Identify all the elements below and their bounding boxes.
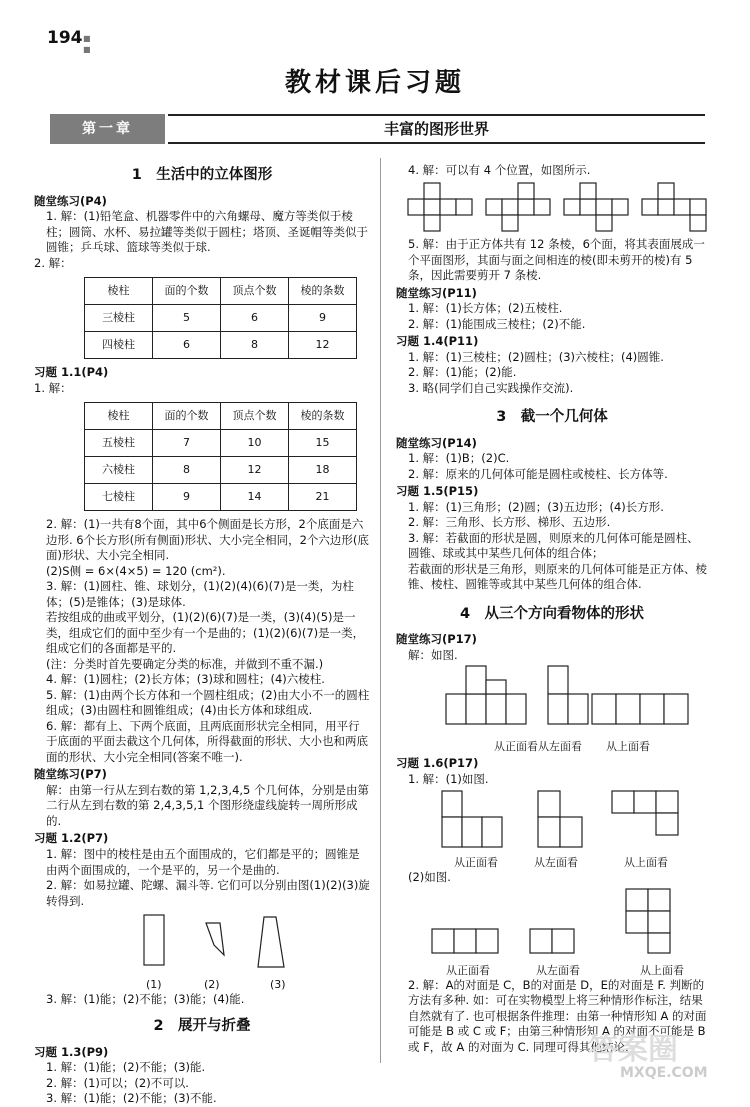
chapter-title: 丰富的图形世界	[383, 120, 489, 138]
three-views-figure-1	[396, 664, 708, 736]
left-view	[538, 791, 582, 847]
s1-exercise-5: 5. 解：(1)由两个长方体和一个圆柱组成；(2)由大小不一的圆柱组成；(3)由圆柱和圆锥组成；(4)由长方体和球组成.	[46, 687, 370, 718]
cube-net	[486, 183, 550, 231]
cube-net	[642, 183, 706, 231]
r-exercise-1: 1. 解：(1)三棱柱；(2)圆柱；(3)六棱柱；(4)圆锥.	[408, 349, 664, 364]
table-row	[85, 457, 357, 484]
s1-practice-heading: 随堂练习(P4)	[34, 193, 107, 208]
view-captions-3	[396, 964, 708, 978]
r-exercise-2: 2. 解：(1)能；(2)能.	[408, 365, 517, 380]
s1-ex2-answer-2: 2. 解：如易拉罐、陀螺、漏斗等. 它们可以分别由图(1)(2)(3)旋转得到.	[46, 878, 370, 908]
table-cell: 6	[221, 305, 289, 332]
view-caption: 从正面看	[494, 740, 538, 754]
table-cell: 9	[289, 305, 357, 332]
r-answer-5: 5. 解：由于正方体共有 12 条棱，6个面，将其表面展成一个平面图形，其面与面之间相连的棱(即未剪开的棱)有 5 条，因此需要剪开 7 条棱.	[408, 237, 705, 283]
s3-practice-heading: 随堂练习(P14)	[396, 435, 477, 450]
rotation-figures	[34, 909, 370, 979]
r-exercise-3: 3. 略(同学们自己实践操作交流).	[408, 380, 574, 395]
table-cell: 6	[153, 332, 221, 359]
s3-exercise-3b: 若截面的形状是三角形，则原来的几何体可能是正方体、棱锥、棱柱、圆锥等或其中某些几何体的组合体.	[408, 561, 707, 592]
s1-ex2-answer-1: 1. 解：图中的棱柱是由五个面围成的，它们都是平的；圆锥是由两个面围成的，一个是平的，另一个是曲的.	[46, 847, 360, 877]
figure-captions	[34, 978, 370, 992]
cube-nets	[396, 179, 708, 233]
view-caption: 从左面看	[534, 855, 578, 869]
triangle-figure	[258, 917, 284, 967]
top-view	[626, 889, 670, 953]
s1-practice2-answer: 解：由第一行从左到右数的第 1,2,3,4,5 个几何体，分别是由第二行从左到右数的第 2,4,3,5,1 个图形绕虚线旋转一周所形成的.	[46, 782, 370, 828]
table-cell: 9	[153, 484, 221, 511]
table-cell: 六棱柱	[85, 457, 153, 484]
watermark-logo: 答案圈	[588, 1032, 678, 1067]
table-header: 棱的条数	[289, 403, 357, 430]
table-cell: 四棱柱	[85, 332, 153, 359]
table-header: 面的个数	[153, 278, 221, 305]
s4-exercise-heading: 习题 1.6(P17)	[396, 756, 479, 771]
s1-exercise2-heading: 习题 1.2(P7)	[34, 831, 109, 846]
front-view	[442, 791, 502, 847]
left-view	[530, 929, 574, 953]
table-cell: 10	[221, 430, 289, 457]
s3-exercise-2: 2. 解：三角形、长方形、梯形、五边形.	[408, 515, 611, 530]
prism-table-2	[84, 402, 357, 511]
s3-exercise-1: 1. 解：(1)三角形；(2)圆；(3)五边形；(4)长方形.	[408, 499, 664, 514]
table-row	[85, 430, 357, 457]
s3-practice-1: 1. 解：(1)B；(2)C.	[408, 451, 510, 466]
watermark-url: MXQE.COM	[620, 1065, 708, 1081]
s1-answer-1: 1. 解：(1)铅笔盒、机器零件中的六角螺母、魔方等类似于棱柱；圆筒、水杯、易拉罐等类似于圆柱；塔顶、圣诞帽等类似于圆锥；乒乓球、篮球等类似于球.	[46, 209, 368, 255]
figure-caption: (3)	[270, 977, 286, 991]
prism-table-1	[84, 277, 357, 359]
table-header: 面的个数	[153, 403, 221, 430]
table-header: 棱柱	[85, 403, 153, 430]
three-views-figure-2	[396, 787, 708, 851]
s1-exercise-2b: (2)S侧 = 6×(4×5) = 120 (cm²).	[46, 563, 226, 578]
r-answer-4: 4. 解：可以有 4 个位置，如图所示.	[408, 163, 591, 177]
section-2-title: 2 展开与折叠	[153, 1018, 251, 1035]
table-row	[85, 484, 357, 511]
s2-answer-2: 2. 解：(1)可以；(2)不可以.	[46, 1075, 189, 1090]
s2-answer-1: 1. 解：(1)能；(2)不能；(3)能.	[46, 1060, 206, 1075]
table-cell: 18	[289, 457, 357, 484]
table-cell: 12	[221, 457, 289, 484]
s2-exercise-heading: 习题 1.3(P9)	[34, 1044, 109, 1059]
table-cell: 21	[289, 484, 357, 511]
section-3-title: 3 截一个几何体	[496, 409, 608, 426]
s1-ex2-answer-3: 3. 解：(1)能；(2)不能；(3)能；(4)能.	[46, 991, 245, 1006]
page-title: 教材课后习题	[284, 68, 465, 98]
view-caption: 从正面看	[454, 855, 498, 869]
table-cell: 12	[289, 332, 357, 359]
s4-practice-answer: 解：如图.	[408, 647, 458, 662]
table-row	[85, 332, 357, 359]
left-column	[34, 160, 370, 1107]
view-caption: 从左面看	[536, 963, 580, 977]
table-cell: 8	[153, 457, 221, 484]
s4-exercise-1b: (2)如图.	[408, 869, 451, 884]
table-header-row	[85, 278, 357, 305]
view-caption: 从上面看	[606, 740, 650, 754]
s1-exercise-4: 4. 解：(1)圆柱；(2)长方体；(3)球和圆柱；(4)六棱柱.	[46, 672, 325, 687]
three-views-figure-3	[396, 885, 708, 959]
left-view	[548, 666, 588, 724]
chapter-banner	[50, 114, 705, 144]
view-captions-1	[396, 740, 708, 754]
front-view	[446, 666, 526, 724]
table-header: 棱的条数	[289, 278, 357, 305]
cube-net	[564, 183, 628, 231]
rectangle-figure	[144, 915, 164, 965]
table-header: 顶点个数	[221, 278, 289, 305]
table-header-row	[85, 403, 357, 430]
figure-caption: (1)	[146, 977, 162, 991]
figure-caption: (2)	[204, 977, 220, 991]
table-cell: 7	[153, 430, 221, 457]
section-4-title: 4 从三个方向看物体的形状	[459, 605, 645, 622]
s4-practice-heading: 随堂练习(P17)	[396, 632, 477, 647]
view-caption: 从左面看	[538, 740, 582, 754]
view-caption: 从正面看	[446, 963, 490, 977]
front-view	[432, 929, 498, 953]
s1-exercise-3b: 若按组成的曲或平划分，(1)(2)(6)(7)是一类，(3)(4)(5)是一类，组成它们的面中至少有一个是曲的；(1)(2)(6)(7)是一类，组成它们的各面都是平的.	[46, 610, 365, 656]
r-practice-1: 1. 解：(1)长方体；(2)五棱柱.	[408, 301, 563, 316]
table-cell: 15	[289, 430, 357, 457]
s3-exercise-heading: 习题 1.5(P15)	[396, 484, 479, 499]
view-caption: 从上面看	[640, 963, 684, 977]
r-exercise-heading: 习题 1.4(P11)	[396, 334, 479, 349]
table-header: 顶点个数	[221, 403, 289, 430]
table-header: 棱柱	[85, 278, 153, 305]
s1-exercise-6: 6. 解：都有上、下两个底面，且两底面形状完全相同，用平行于底面的平面去截这个几何体，所得截面的形状、大小也和两底面的形状、大小完全相同(答案不唯一).	[46, 718, 368, 764]
table-cell: 14	[221, 484, 289, 511]
page-number: 194	[47, 28, 83, 48]
s1-exercise-3: 3. 解：(1)圆柱、锥、球划分，(1)(2)(4)(6)(7)是一类，为柱体；(5)是锥体；(3)是球体.	[46, 579, 354, 609]
s1-exercise-1: 1. 解：	[34, 380, 72, 395]
view-caption: 从上面看	[624, 855, 668, 869]
column-divider	[380, 158, 381, 1063]
table-cell: 三棱柱	[85, 305, 153, 332]
section-1-title: 1 生活中的立体图形	[131, 167, 273, 183]
table-cell: 5	[153, 305, 221, 332]
top-view	[612, 791, 678, 835]
s4-exercise-1: 1. 解：(1)如图.	[408, 771, 489, 786]
view-captions-2	[396, 856, 708, 870]
r-practice-heading: 随堂练习(P11)	[396, 285, 477, 300]
table-cell: 8	[221, 332, 289, 359]
chapter-label: 第一章	[50, 114, 165, 144]
r-practice-2: 2. 解：(1)能围成三棱柱；(2)不能.	[408, 316, 586, 331]
table-cell: 七棱柱	[85, 484, 153, 511]
s2-answer-3: 3. 解：(1)能；(2)不能；(3)不能.	[46, 1091, 217, 1106]
s1-exercise-heading: 习题 1.1(P4)	[34, 365, 109, 380]
s3-practice-2: 2. 解：原来的几何体可能是圆柱或棱柱、长方体等.	[408, 466, 668, 481]
trapezoid-figure	[206, 923, 224, 955]
s1-exercise-3c: (注：分类时首先要确定分类的标准，并做到不重不漏.)	[46, 656, 324, 671]
s1-practice2-heading: 随堂练习(P7)	[34, 767, 107, 782]
s4-exercise-2: 2. 解：A的对面是 C，B的对面是 D，E的对面是 F. 判断的方法有多种. 如：可在实物模型上将三种情形作标注，结果自然就有了. 也可根据条件推理：由第一种情形知 A 的对面可能是 B 或 C 或 F；由第三种情形知 A 的对面不可能是 B 或 F，故 A 的对面为 C. 同理可得其他结论.	[408, 977, 707, 1054]
top-view	[592, 694, 688, 724]
table-row	[85, 305, 357, 332]
page-number-decoration: ■ ■	[83, 34, 91, 54]
table-cell: 五棱柱	[85, 430, 153, 457]
cube-net	[408, 183, 472, 231]
s3-exercise-3: 3. 解：若截面的形状是圆，则原来的几何体可能是圆柱、圆锥、球或其中某些几何体的组合体；	[408, 530, 699, 561]
s1-exercise-2: 2. 解：(1)一共有8个面，其中6个侧面是长方形，2个底面是六边形. 6个长方形(所有侧面)形状、大小完全相同，2个六边形(底面)形状、大小完全相同.	[46, 517, 369, 563]
s1-answer-2: 2. 解：	[34, 255, 72, 270]
right-column	[396, 163, 708, 1055]
